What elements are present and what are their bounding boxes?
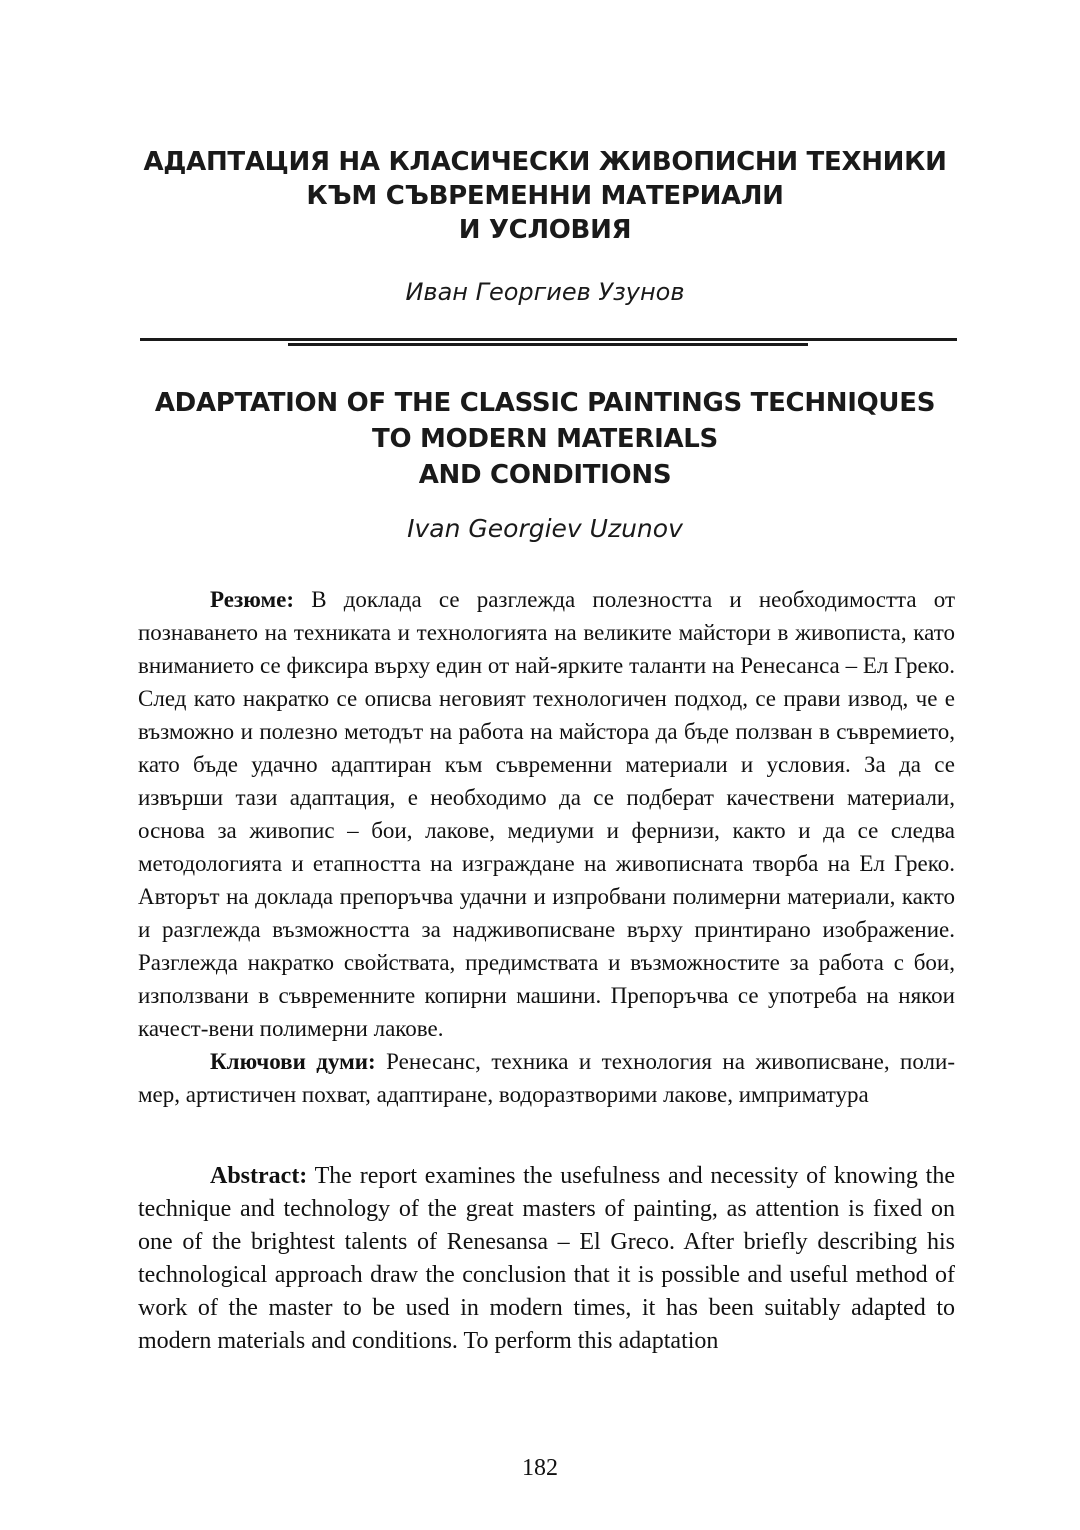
abstract-paragraph [138,1160,955,1358]
english-title-line-1: ADAPTATION OF THE CLASSIC PAINTINGS TECHNIQUES [154,388,936,418]
bulgarian-title-line-3: И УСЛОВИЯ [458,215,632,245]
english-title-line-2: TO MODERN MATERIALS [372,424,718,454]
keywords-label: Ключови думи: [210,1049,376,1074]
title-divider-long [140,338,957,341]
summary-paragraph [138,583,955,1045]
bulgarian-title-line-1: АДАПТАЦИЯ НА КЛАСИЧЕСКИ ЖИВОПИСНИ ТЕХНИКИ [143,147,947,177]
bulgarian-abstract-section [138,583,955,1111]
keywords-text: Ренесанс, техника и технология на живописване, поли-мер, артистичен похват, адаптиране, водоразтворими лакове, имприматура [138,1049,956,1107]
bulgarian-author: Иван Георгиев Узунов [405,278,685,306]
abstract-label: Abstract: [210,1163,308,1189]
title-divider-short [288,343,808,346]
abstract-text: The report examines the usefulness and necessity of knowing the technique and technology of the great masters of painting, as attention is fixed on one of the brightest talents of Renesansa – El Greco. After briefly describing his technological approach draw the conclusion that it is possible and useful method of work of the master to be used in modern times, it has been suitably adapted to modern materials and conditions. To perform this adaptation [138,1163,955,1354]
english-abstract-section [138,1160,955,1358]
english-title [100,385,990,493]
page-number: 182 [522,1455,558,1481]
summary-text: В доклада се разглежда полезността и необходимостта от познаването на техниката и технологията на великите майстори в живописта, като вниманието се фиксира върху един от най-ярките таланти на Ренесанса – Ел Греко. След като накратко се описва неговият технологичен подход, се прави извод, че е възможно и полезно методът на работа на майстора да бъде ползван в съвремието, като бъде удачно адаптиран към съвременни материали и условия. За да се извърши тази адаптация, е необходимо да се подберат качествени материали, основа за живопис – бои, лакове, медиуми и фернизи, както и да се следва методологията и етапността на изграждане на живописната творба на Ел Греко. Авторът на доклада препоръчва удачни и изпробвани полимерни материали, както и разглежда възможността за надживописване върху принтирано изображение. Разглежда накратко свойствата, предимствата и възможностите за работа с бои, използвани в съвременните копирни машини. Препоръчва се употреба на някои качест-вени полимерни лакове. [138,587,955,1041]
bulgarian-title-line-2: КЪМ СЪВРЕМЕННИ МАТЕРИАЛИ [306,181,784,211]
english-title-line-3: AND CONDITIONS [418,460,672,490]
summary-label: Резюме: [210,587,295,612]
english-author: Ivan Georgiev Uzunov [407,514,683,543]
bulgarian-title [100,145,990,247]
keywords-paragraph [138,1045,955,1111]
